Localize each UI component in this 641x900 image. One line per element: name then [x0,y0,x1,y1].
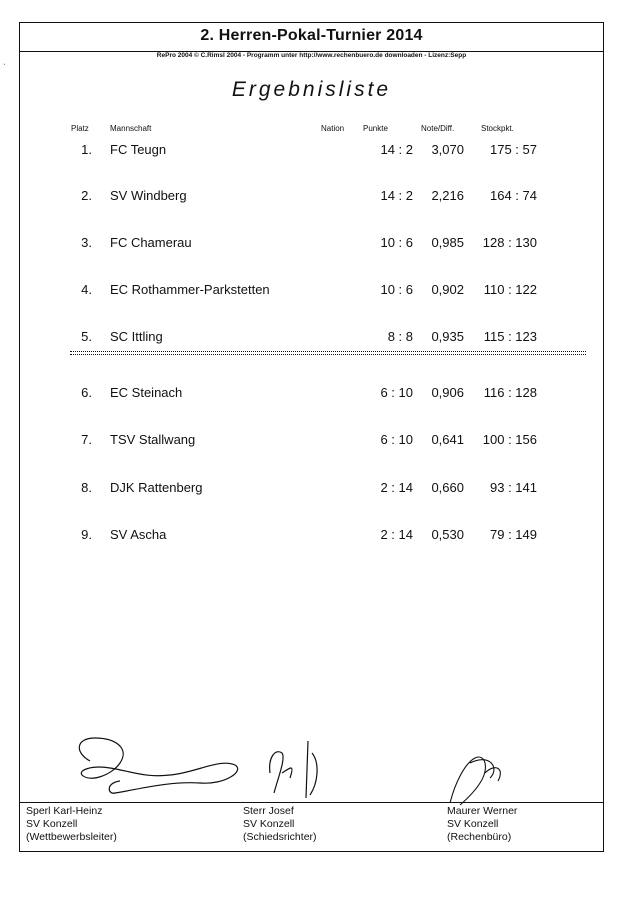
stock-cell: 110 : 122 [483,282,537,297]
table-row [20,385,603,405]
stock-cell: 164 : 74 [490,188,537,203]
software-credit: RePro 2004 © C.Rimsl 2004 - Programm unter http://www.rechenbuero.de downloaden - Lizenz:Sepp [156,52,467,59]
points-cell: 14 : 2 [380,188,413,203]
signature-divider [20,802,603,803]
signatory-referee [243,805,317,844]
signature-calculation-office [450,757,500,805]
signature-area [20,723,603,805]
rank-cell: 8. [81,480,92,495]
table-row [20,480,603,500]
note-cell: 0,906 [431,385,464,400]
document-frame [19,22,604,852]
rank-cell: 4. [81,282,92,297]
note-cell: 0,530 [431,527,464,542]
table-row [20,282,603,302]
signatory-name: Sperl Karl-Heinz [26,805,103,817]
stock-cell: 115 : 123 [483,329,537,344]
table-row [20,527,603,547]
signatory-club: SV Konzell [243,818,295,830]
rank-cell: 5. [81,329,92,344]
qualification-divider [70,351,586,355]
points-cell: 10 : 6 [380,282,413,297]
rank-cell: 7. [81,432,92,447]
team-cell: EC Steinach [110,385,183,400]
table-row [20,142,603,162]
rank-cell: 1. [81,142,92,157]
signatory-club: SV Konzell [26,818,78,830]
note-cell: 0,660 [431,480,464,495]
table-row [20,329,603,349]
points-cell: 8 : 8 [387,329,413,344]
team-cell: SC Ittling [110,329,163,344]
signatory-name: Maurer Werner [447,805,518,817]
points-cell: 14 : 2 [380,142,413,157]
team-cell: DJK Rattenberg [110,480,203,495]
signatory-role: (Rechenbüro) [447,831,512,843]
signatory-name: Sterr Josef [243,805,294,817]
column-header-nation: Nation [321,124,345,133]
stock-cell: 175 : 57 [490,142,537,157]
rank-cell: 6. [81,385,92,400]
stock-cell: 100 : 156 [482,432,537,447]
rank-cell: 9. [81,527,92,542]
signatory-role: (Schiedsrichter) [243,831,317,843]
team-cell: TSV Stallwang [110,432,196,447]
points-cell: 6 : 10 [380,432,413,447]
signatory-role: (Wettbewerbsleiter) [26,831,117,843]
column-header-rank: Platz [71,124,89,133]
points-cell: 2 : 14 [380,527,413,542]
document-title: 2. Herren-Pokal-Turnier 2014 [200,27,423,44]
stock-cell: 116 : 128 [483,385,537,400]
points-cell: 2 : 14 [380,480,413,495]
stock-cell: 128 : 130 [482,235,537,250]
signatory-competition-manager [26,805,117,844]
results-heading: Ergebnisliste [231,78,392,101]
note-cell: 3,070 [431,142,464,157]
points-cell: 6 : 10 [380,385,413,400]
note-cell: 0,641 [431,432,464,447]
note-cell: 0,902 [431,282,464,297]
scan-speck: ` [3,63,6,72]
rank-cell: 2. [81,188,92,203]
signatory-calculation-office [447,805,517,844]
table-row [20,432,603,452]
table-row [20,235,603,255]
team-cell: FC Chamerau [110,235,192,250]
note-cell: 0,935 [431,329,464,344]
note-cell: 2,216 [431,188,464,203]
rank-cell: 3. [81,235,92,250]
column-header-team: Mannschaft [110,124,152,133]
table-row [20,188,603,208]
column-header-points: Punkte [363,124,388,133]
note-cell: 0,985 [431,235,464,250]
team-cell: EC Rothammer-Parkstetten [110,282,270,297]
column-header-stock: Stockpkt. [481,124,514,133]
stock-cell: 79 : 149 [490,527,537,542]
signature-referee [270,741,317,798]
signature-competition-manager [79,738,237,793]
stock-cell: 93 : 141 [490,480,537,495]
signatory-club: SV Konzell [447,818,499,830]
team-cell: FC Teugn [110,142,167,157]
column-header-note: Note/Diff. [421,124,455,133]
team-cell: SV Ascha [110,527,167,542]
team-cell: SV Windberg [110,188,187,203]
points-cell: 10 : 6 [380,235,413,250]
